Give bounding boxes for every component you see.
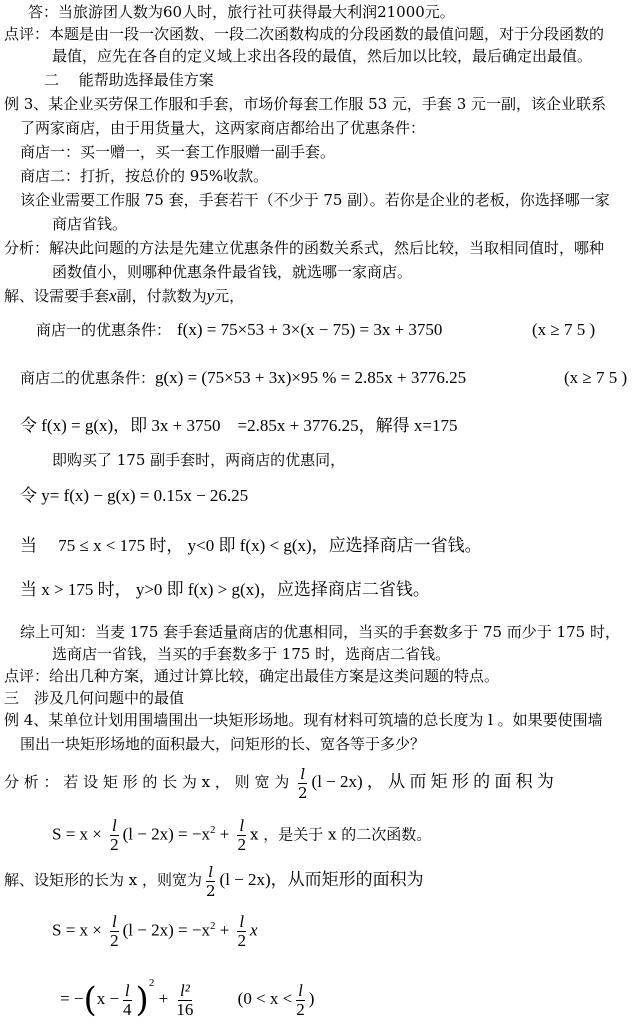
var-x: x: [250, 920, 258, 940]
fraction-l-over-2: [296, 765, 310, 802]
summary-line-1: 综上可知：当麦 175 套手套适量商店的优惠相同，当买的手套数多于 75 而少于 175 时，: [20, 623, 620, 641]
case-one: 当 75 ≤ x < 175 时， y<0 即 f(x) < g(x)，应选择商店一省钱。: [20, 536, 482, 555]
left-paren: (: [83, 980, 97, 1021]
solution-4-line-1: [4, 858, 424, 902]
text: +: [215, 920, 234, 940]
text: +: [215, 824, 234, 844]
example-3-line-2: 了两家商店，由于用货量大，这两家商店都给出了优惠条件：: [20, 119, 426, 137]
numerator: l²: [179, 980, 190, 1000]
denominator: 2: [237, 931, 247, 951]
text: 分 析 ： 若 设 矩 形 的 长 为 x ， 则 宽 为: [4, 773, 290, 791]
text: ): [308, 989, 315, 1008]
analysis-line-2: 函数值小，则哪种优惠条件最省钱，就选哪一家商店。: [52, 263, 413, 281]
denominator: 2: [237, 835, 247, 855]
store-one-condition: 商店一：买一赠一，买一套工作服赠一副手套。: [20, 143, 336, 161]
equation-store-two: [20, 368, 466, 388]
condition-store-two: (x ≥ 7 5 ): [564, 368, 628, 387]
fraction-l-over-2: [236, 817, 249, 854]
comment-line-1: 点评：本题是由一段一次函数、一段二次函数构成的分段函数的最值问题，对于分段函数的: [4, 25, 605, 43]
summary-line-2: 选商店一省钱，当买的手套数多于 175 时，选商店二省钱。: [52, 645, 451, 663]
analysis-line-1: 分析：解决此问题的方法是先建立优惠条件的函数关系式，然后比较，当取相同值时，哪种: [4, 239, 605, 257]
right-paren: ): [135, 980, 149, 1021]
text: S = x ×: [52, 920, 102, 940]
formula: f(x) = 75×53 + 3×(x − 75) = 3x + 3750: [177, 320, 443, 339]
numerator: l: [112, 816, 117, 836]
denominator: 2: [206, 881, 216, 900]
text: x −: [96, 989, 120, 1008]
equal-statement: 即购买了 175 副手套时，两商店的优惠同，: [52, 451, 346, 469]
example-4-line-1: 例 4、某单位计划用围墙围出一块矩形场地。现有材料可筑墙的总长度为 l 。如果要使围墙: [4, 711, 603, 729]
text: 解、设需要手套: [4, 287, 110, 305]
text: +: [154, 989, 173, 1008]
example-3-question: 该企业需要工作服 75 套，手套若干（不少于 75 副）。若你是企业的老板，你选择哪一家: [20, 191, 610, 209]
solution-4-area: [52, 904, 258, 953]
fraction-l-over-2: [108, 817, 121, 854]
example-3-question-end: 商店省钱。: [52, 215, 128, 233]
equation-store-one: [36, 320, 442, 340]
solution-intro: [4, 286, 244, 306]
example-3-line-1: 例 3、某企业买劳保工作服和手套，市场价每套工作服 53 元，手套 3 元一副，该企业联系: [4, 95, 607, 113]
comment-line-2: 最值，应先在各自的定义域上求出各段的最值，然后加以比较，最后确定出最值。: [52, 47, 593, 65]
label: 商店二的优惠条件：: [20, 369, 156, 387]
denominator: 2: [110, 931, 119, 951]
comment-line-3: 点评：给出几种方案，通过计算比较，确定出最佳方案是这类问题的特点。: [4, 667, 500, 685]
domain-condition: (0 < x <: [237, 989, 293, 1008]
numerator: l: [239, 912, 245, 932]
numerator: l: [208, 862, 214, 881]
difference-function: 令 y= f(x) − g(x) = 0.15x − 26.25: [20, 486, 249, 505]
exponent: 2: [148, 977, 155, 989]
exponent: 2: [209, 824, 216, 836]
fraction-l-over-4: [121, 982, 134, 1019]
case-two: 当 x > 175 时， y>0 即 f(x) > g(x)，应选择商店二省钱。: [20, 580, 430, 599]
text: = −: [60, 989, 84, 1008]
denominator: 2: [296, 999, 305, 1019]
condition-store-one: (x ≥ 7 5 ): [532, 320, 596, 339]
solution-4-vertex-form: [60, 958, 314, 1024]
text: 解、设矩形的长为 x ，则宽为: [4, 871, 202, 889]
numerator: l: [239, 816, 245, 836]
denominator: 2: [110, 835, 119, 855]
text: (l − 2x) ， 从 而 矩 形 的 面 积 为: [311, 772, 554, 791]
fraction-l2-over-16: [174, 982, 195, 1019]
section-heading-3: 三 涉及几何问题中的最值: [4, 689, 185, 707]
numerator: l: [112, 912, 117, 932]
fraction-l-over-2: [204, 863, 218, 900]
fraction-l-over-2: [294, 982, 307, 1019]
example-4-line-2: 围出一块矩形场地的面积最大，问矩形的长、宽各等于多少？: [20, 735, 426, 753]
text: S = x ×: [52, 824, 102, 844]
denominator: 4: [123, 999, 132, 1019]
text: 元，: [214, 287, 245, 305]
equation-equal: 令 f(x) = g(x)，即 3x + 3750 =2.85x + 3776.25，解得 x=175: [20, 416, 458, 435]
numerator: l: [124, 980, 130, 1000]
text: 副，付款数为: [116, 287, 207, 305]
text: (l − 2x)，从而矩形的面积为: [219, 870, 424, 889]
section-heading-2: 二 能帮助选择最佳方案: [44, 71, 214, 89]
numerator: l: [300, 764, 306, 783]
var-x: x: [109, 286, 117, 305]
denominator: 2: [298, 783, 308, 802]
fraction-l-over-2: [108, 913, 121, 950]
store-two-condition: 商店二：打折，按总价的 95%收款。: [20, 167, 269, 185]
analysis-4-line-1: [4, 760, 554, 804]
exponent: 2: [209, 920, 216, 932]
text: (l − 2x) = −x: [122, 920, 210, 940]
formula: g(x) = (75×53 + 3x)×95 % = 2.85x + 3776.25: [155, 368, 467, 387]
text: (l − 2x) = −x: [122, 824, 210, 844]
denominator: 16: [176, 999, 194, 1019]
text: x ，是关于 x 的二次函数。: [250, 825, 432, 844]
numerator: l: [298, 980, 303, 1000]
var-y: y: [206, 286, 215, 305]
analysis-4-area: [52, 808, 431, 857]
answer-line: 答：当旅游团人数为60人时，旅行社可获得最大利润21000元。: [28, 3, 455, 21]
label: 商店一的优惠条件：: [36, 321, 172, 339]
fraction-l-over-2: [236, 913, 249, 950]
